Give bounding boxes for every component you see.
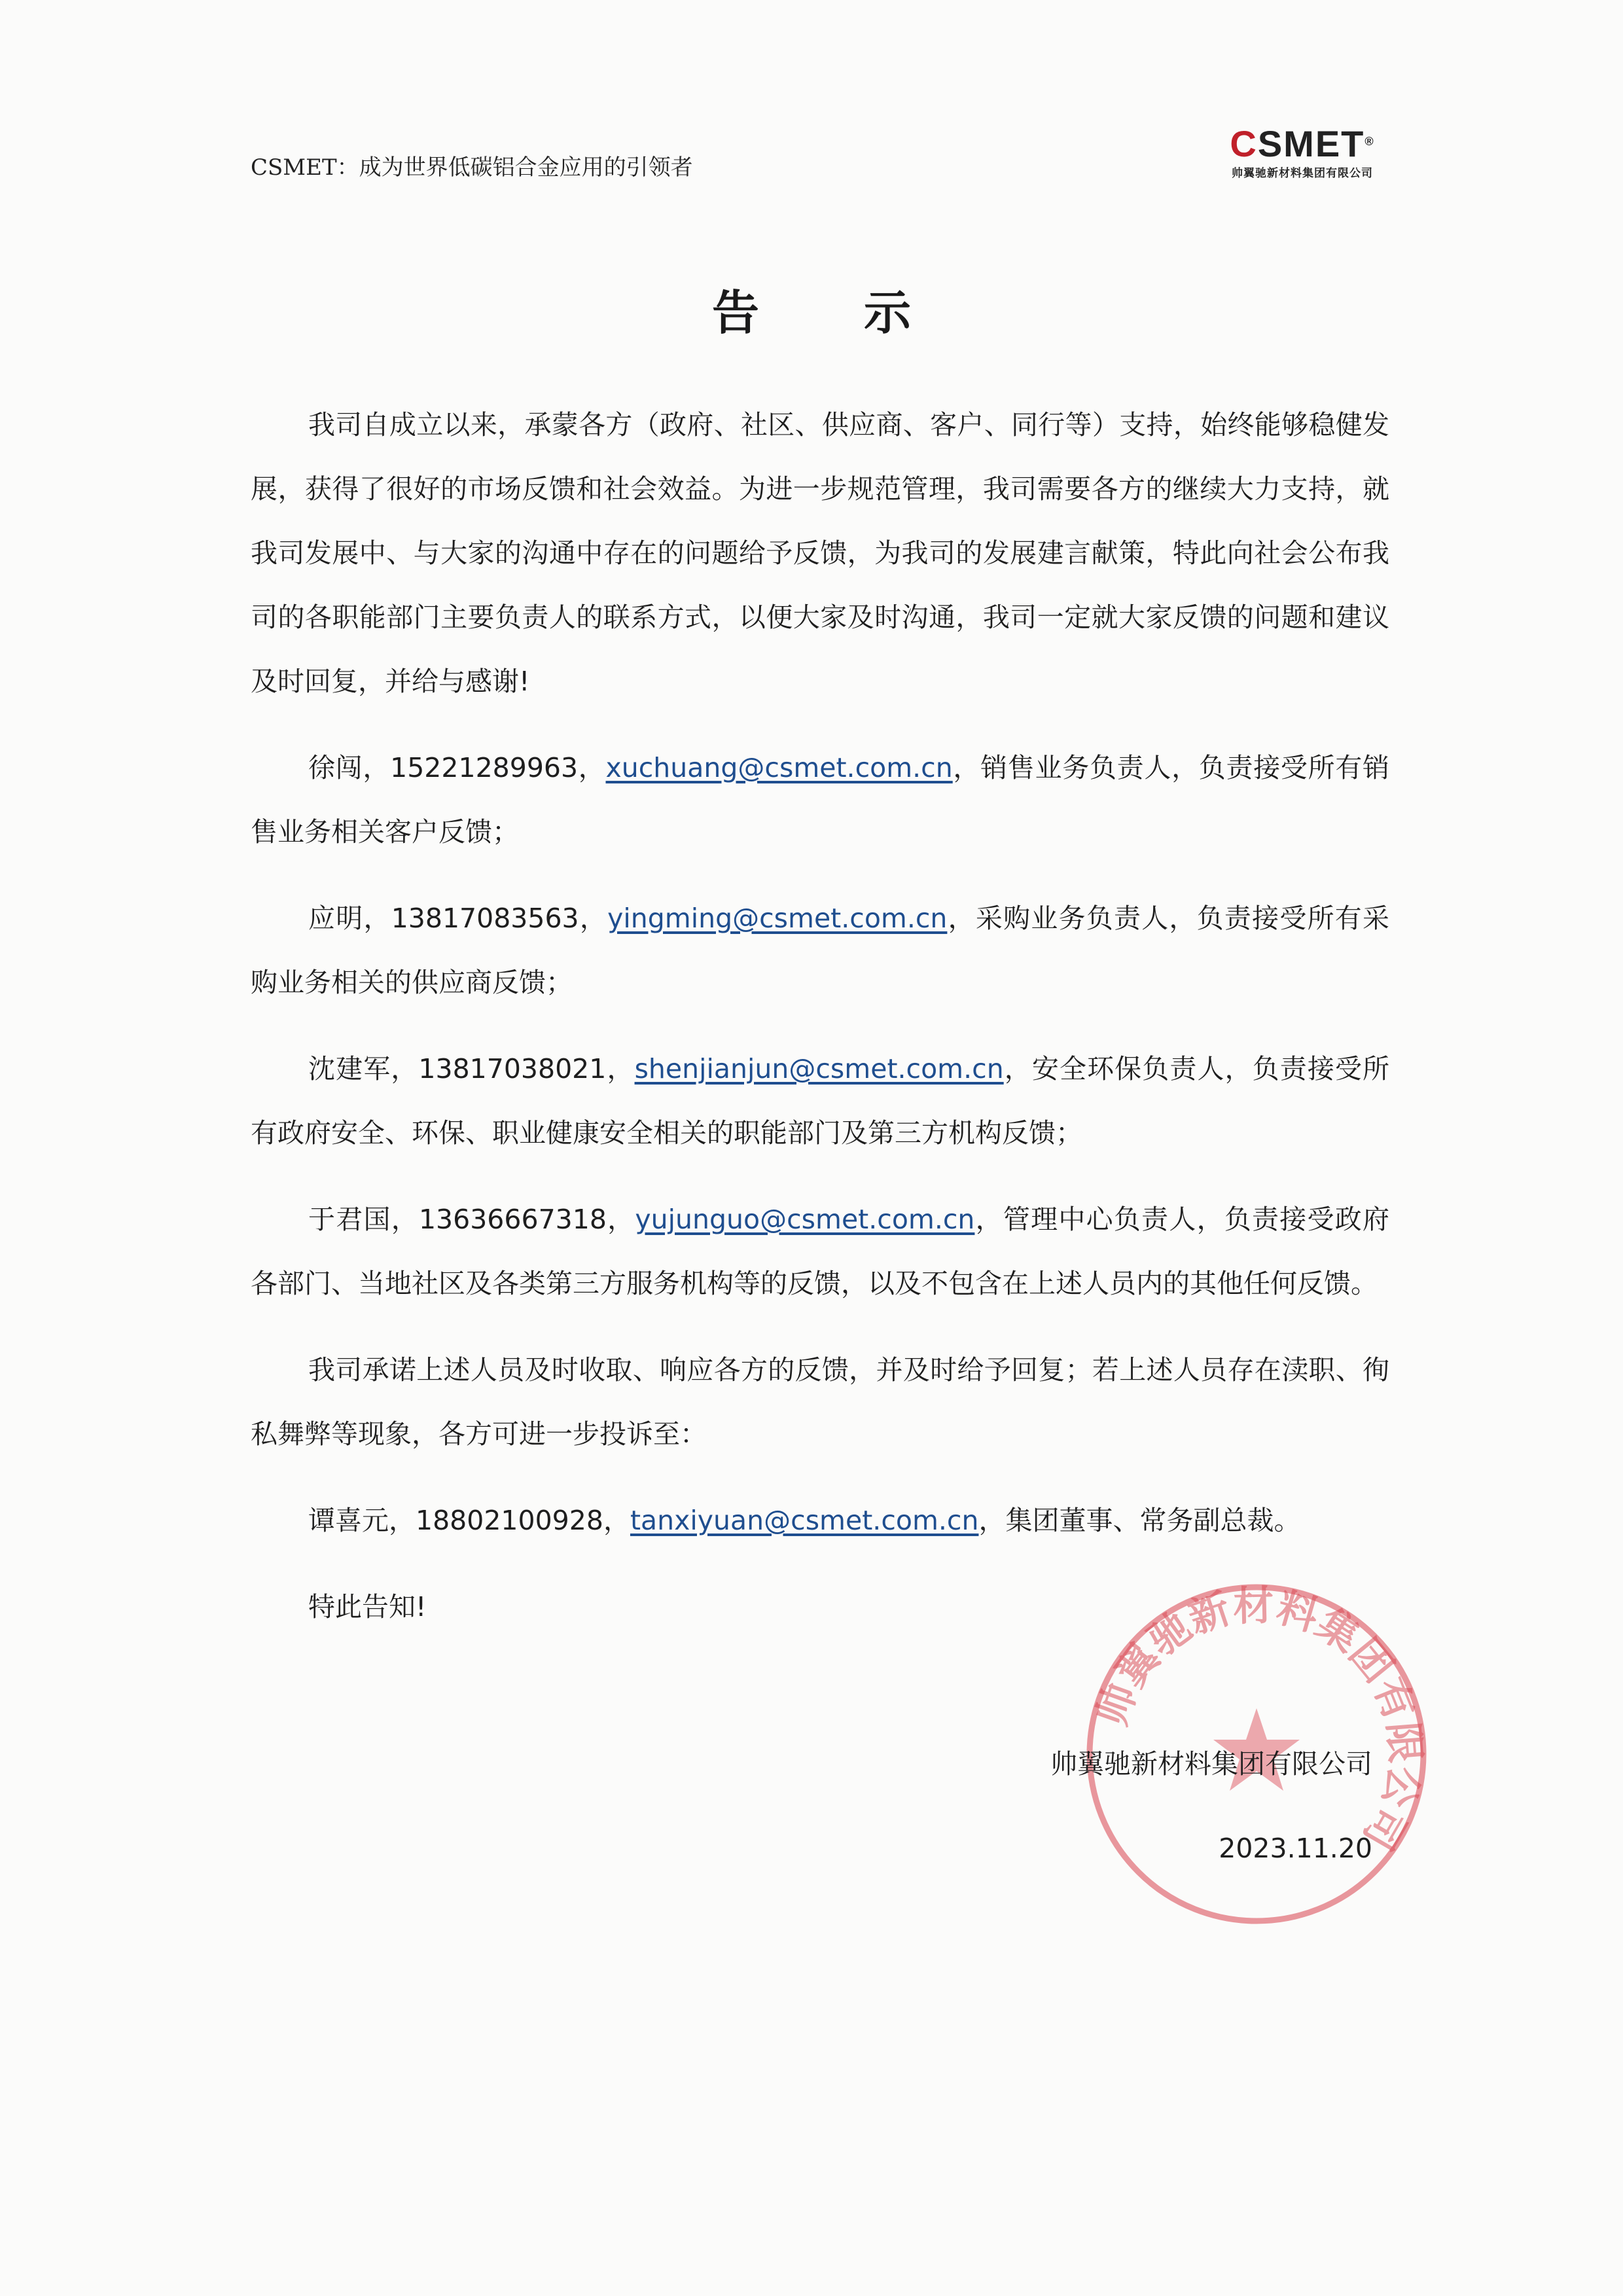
seal-text: 帅翼驰新材料集团有限公司 bbox=[1087, 1581, 1430, 1858]
logo-wordmark: CSMET® bbox=[1230, 123, 1375, 164]
intro-paragraph: 我司自成立以来，承蒙各方（政府、社区、供应商、客户、同行等）支持，始终能够稳健发展，获得了很好的市场反馈和社会效益。为进一步规范管理，我司需要各方的继续大力支持，就我司发展中、与大家的沟通中存在的问题给予反馈，为我司的发展建言献策，特此向社会公布我司的各职能部门主要负责人的联系方式，以便大家及时沟通，我司一定就大家反馈的问题和建议及时回复，并给与感谢! bbox=[251, 409, 1389, 697]
company-logo bbox=[1217, 124, 1387, 180]
signature-company: 帅翼驰新材料集团有限公司 bbox=[1050, 1748, 1372, 1780]
email-link[interactable]: yingming@csmet.com.cn bbox=[607, 903, 948, 934]
contact-entry-sales: 徐闯，15221289963，xuchuang@csmet.com.cn，销售业务负责人，负责接受所有销售业务相关客户反馈； bbox=[251, 752, 1390, 848]
closing-line: 特此告知! bbox=[308, 1591, 427, 1623]
escalation-contact: 谭喜元，18802100928，tanxiyuan@csmet.com.cn，集团董事、常务副总裁。 bbox=[308, 1505, 1301, 1536]
contact-entry-purchasing: 应明，13817083563，yingming@csmet.com.cn，采购业务负责人，负责接受所有采购业务相关的供应商反馈； bbox=[251, 903, 1390, 998]
email-link[interactable]: yujunguo@csmet.com.cn bbox=[635, 1204, 975, 1235]
commitment-paragraph: 我司承诺上述人员及时收取、响应各方的反馈，并及时给予回复；若上述人员存在渎职、徇私舞弊等现象，各方可进一步投诉至： bbox=[251, 1354, 1389, 1450]
contact-entry-management: 于君国，13636667318，yujunguo@csmet.com.cn，管理中心负责人，负责接受政府各部门、当地社区及各类第三方服务机构等的反馈，以及不包含在上述人员内的其他任何反馈。 bbox=[251, 1204, 1390, 1299]
signature-date: 2023.11.20 bbox=[1219, 1833, 1372, 1864]
contact-entry-safety: 沈建军，13817038021，shenjianjun@csmet.com.cn，安全环保负责人，负责接受所有政府安全、环保、职业健康安全相关的职能部门及第三方机构反馈； bbox=[251, 1053, 1390, 1149]
email-link[interactable]: tanxiyuan@csmet.com.cn bbox=[630, 1505, 979, 1536]
logo-subtitle: 帅翼驰新材料集团有限公司 bbox=[1232, 167, 1373, 180]
email-link[interactable]: xuchuang@csmet.com.cn bbox=[605, 752, 953, 783]
notice-title: 告示 bbox=[711, 285, 1016, 340]
header-slogan: CSMET：成为世界低碳铝合金应用的引领者 bbox=[251, 154, 693, 181]
email-link[interactable]: shenjianjun@csmet.com.cn bbox=[634, 1053, 1004, 1085]
notice-body bbox=[251, 393, 1389, 1639]
